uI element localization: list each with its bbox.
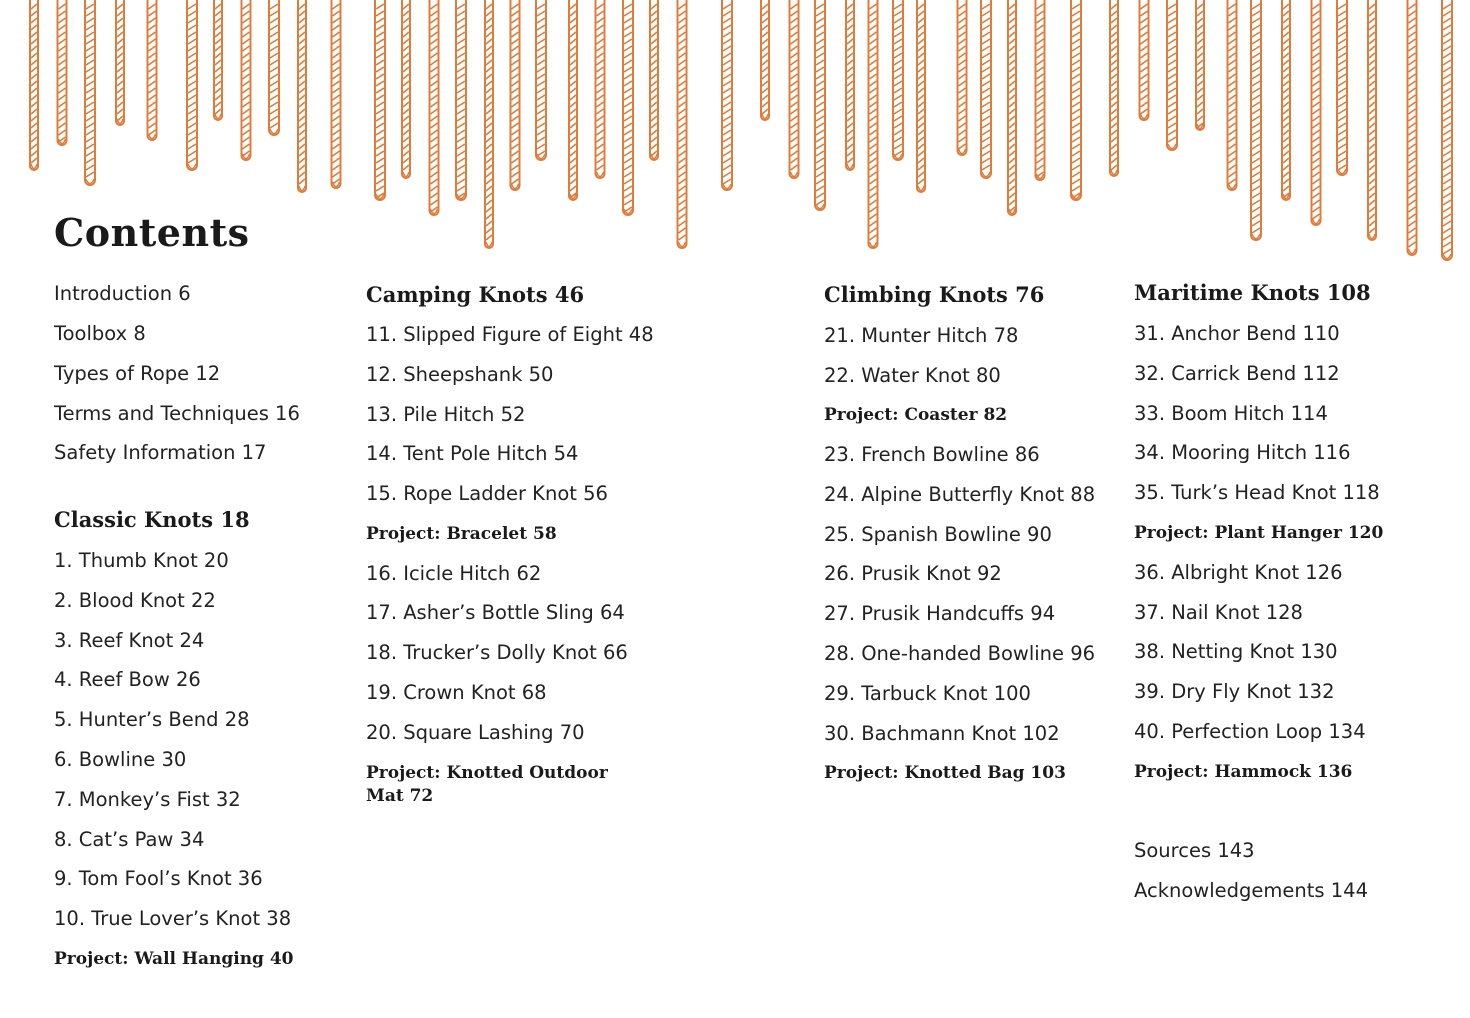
- toc-entry[interactable]: 19. Crown Knot 68: [366, 681, 547, 704]
- rope-strand: [242, 0, 251, 160]
- rope-strand: [1110, 0, 1118, 176]
- toc-entry[interactable]: 36. Albright Knot 126: [1134, 561, 1343, 584]
- toc-entry[interactable]: 13. Pile Hitch 52: [366, 403, 526, 426]
- rope-strand: [761, 0, 769, 120]
- toc-entry[interactable]: 6. Bowline 30: [54, 748, 187, 771]
- rope-strand: [536, 0, 546, 160]
- toc-entry[interactable]: 32. Carrick Bend 112: [1134, 362, 1340, 385]
- toc-entry[interactable]: 23. French Bowline 86: [824, 443, 1040, 466]
- toc-entry[interactable]: 22. Water Knot 80: [824, 364, 1001, 387]
- rope-strand: [893, 0, 903, 160]
- rope-strand: [85, 0, 95, 185]
- toc-entry[interactable]: 18. Trucker’s Dolly Knot 66: [366, 641, 628, 664]
- rope-strand: [623, 0, 633, 215]
- toc-entry[interactable]: 35. Turk’s Head Knot 118: [1134, 481, 1380, 504]
- rope-strand: [298, 0, 306, 192]
- toc-entry[interactable]: 16. Icicle Hitch 62: [366, 562, 542, 585]
- rope-strand: [569, 0, 577, 200]
- toc-entry[interactable]: 33. Boom Hitch 114: [1134, 402, 1328, 425]
- rope-strand: [58, 0, 67, 145]
- toc-entry[interactable]: 34. Mooring Hitch 116: [1134, 441, 1351, 464]
- toc-entry[interactable]: 29. Tarbuck Knot 100: [824, 682, 1031, 705]
- toc-entry[interactable]: 30. Bachmann Knot 102: [824, 722, 1060, 745]
- toc-entry[interactable]: 38. Netting Knot 130: [1134, 640, 1338, 663]
- rope-strand: [790, 0, 799, 178]
- rope-strand: [650, 0, 658, 160]
- rope-strand: [1228, 0, 1237, 190]
- toc-entry[interactable]: 15. Rope Ladder Knot 56: [366, 482, 608, 505]
- page-title: Contents: [54, 210, 250, 255]
- rope-strand: [30, 0, 38, 170]
- rope-strand: [511, 0, 520, 190]
- rope-strand: [1140, 0, 1149, 120]
- rope-strand: [1442, 0, 1452, 260]
- toc-project-plant-hanger[interactable]: Project: Plant Hanger 120: [1134, 523, 1384, 543]
- toc-entry-safety-information[interactable]: Safety Information 17: [54, 441, 267, 464]
- toc-entry[interactable]: 31. Anchor Bend 110: [1134, 322, 1340, 345]
- toc-entry[interactable]: 9. Tom Fool’s Knot 36: [54, 867, 263, 890]
- toc-entry[interactable]: 7. Monkey’s Fist 32: [54, 788, 241, 811]
- toc-entry[interactable]: 14. Tent Pole Hitch 54: [366, 442, 579, 465]
- toc-entry[interactable]: 10. True Lover’s Knot 38: [54, 907, 292, 930]
- toc-entry[interactable]: 5. Hunter’s Bend 28: [54, 708, 250, 731]
- toc-entry[interactable]: 3. Reef Knot 24: [54, 629, 205, 652]
- rope-strand: [332, 0, 341, 188]
- rope-strand: [485, 0, 493, 248]
- toc-project-knotted-outdoor-mat[interactable]: Project: Knotted Outdoor Mat 72: [366, 763, 608, 806]
- section-heading-camping-knots[interactable]: Camping Knots 46: [366, 282, 585, 307]
- section-heading-maritime-knots[interactable]: Maritime Knots 108: [1134, 280, 1371, 305]
- rope-strand: [456, 0, 466, 200]
- rope-strand: [269, 0, 279, 135]
- rope-strand: [1368, 0, 1376, 240]
- rope-strand: [402, 0, 410, 178]
- rope-strand: [148, 0, 157, 140]
- rope-strand: [596, 0, 605, 178]
- rope-strand: [981, 0, 991, 178]
- rope-strand: [1337, 0, 1347, 175]
- toc-entry[interactable]: 26. Prusik Knot 92: [824, 562, 1002, 585]
- toc-entry[interactable]: 28. One-handed Bowline 96: [824, 642, 1096, 665]
- toc-entry[interactable]: 24. Alpine Butterfly Knot 88: [824, 483, 1096, 506]
- toc-entry[interactable]: 11. Slipped Figure of Eight 48: [366, 323, 654, 346]
- rope-strand: [214, 0, 222, 120]
- rope-strand: [1167, 0, 1177, 150]
- toc-entry[interactable]: 27. Prusik Handcuffs 94: [824, 602, 1056, 625]
- toc-entry[interactable]: 1. Thumb Knot 20: [54, 549, 229, 572]
- toc-entry-toolbox[interactable]: Toolbox 8: [54, 322, 146, 345]
- rope-strand: [116, 0, 124, 125]
- rope-strand: [722, 0, 732, 190]
- section-heading-classic-knots[interactable]: Classic Knots 18: [54, 507, 250, 532]
- toc-entry[interactable]: 21. Munter Hitch 78: [824, 324, 1019, 347]
- rope-strand: [1071, 0, 1081, 200]
- toc-entry-types-of-rope[interactable]: Types of Rope 12: [54, 362, 221, 385]
- rope-strand: [958, 0, 967, 155]
- toc-entry[interactable]: 8. Cat’s Paw 34: [54, 828, 205, 851]
- section-heading-climbing-knots[interactable]: Climbing Knots 76: [824, 282, 1045, 307]
- rope-strand: [678, 0, 687, 248]
- toc-entry[interactable]: 17. Asher’s Bottle Sling 64: [366, 601, 625, 624]
- toc-project-coaster[interactable]: Project: Coaster 82: [824, 405, 1008, 425]
- toc-project-wall-hanging[interactable]: Project: Wall Hanging 40: [54, 949, 294, 969]
- rope-strand: [815, 0, 825, 210]
- rope-strand: [375, 0, 385, 200]
- toc-project-hammock[interactable]: Project: Hammock 136: [1134, 762, 1353, 782]
- rope-strand: [187, 0, 197, 170]
- rope-strand: [869, 0, 878, 248]
- rope-strand: [917, 0, 925, 192]
- toc-entry-introduction[interactable]: Introduction 6: [54, 282, 191, 305]
- toc-project-knotted-bag[interactable]: Project: Knotted Bag 103: [824, 763, 1066, 783]
- rope-strand: [1036, 0, 1045, 180]
- rope-strand: [1312, 0, 1321, 225]
- toc-entry-acknowledgements[interactable]: Acknowledgements 144: [1134, 879, 1368, 902]
- rope-strand: [1196, 0, 1204, 130]
- toc-entry-terms-and-techniques[interactable]: Terms and Techniques 16: [54, 402, 300, 425]
- rope-strand: [846, 0, 854, 170]
- toc-entry[interactable]: 4. Reef Bow 26: [54, 668, 201, 691]
- rope-strand: [1251, 0, 1261, 240]
- toc-project-bracelet[interactable]: Project: Bracelet 58: [366, 524, 557, 544]
- toc-entry[interactable]: 25. Spanish Bowline 90: [824, 523, 1052, 546]
- toc-entry[interactable]: 40. Perfection Loop 134: [1134, 720, 1366, 743]
- toc-entry[interactable]: 39. Dry Fly Knot 132: [1134, 680, 1335, 703]
- toc-entry[interactable]: 20. Square Lashing 70: [366, 721, 585, 744]
- rope-strand: [1008, 0, 1016, 215]
- toc-entry[interactable]: 37. Nail Knot 128: [1134, 601, 1303, 624]
- toc-entry[interactable]: 12. Sheepshank 50: [366, 363, 554, 386]
- rope-strand: [1282, 0, 1290, 200]
- toc-entry-sources[interactable]: Sources 143: [1134, 839, 1255, 862]
- rope-strand: [430, 0, 439, 215]
- rope-strand: [1408, 0, 1417, 255]
- toc-entry[interactable]: 2. Blood Knot 22: [54, 589, 216, 612]
